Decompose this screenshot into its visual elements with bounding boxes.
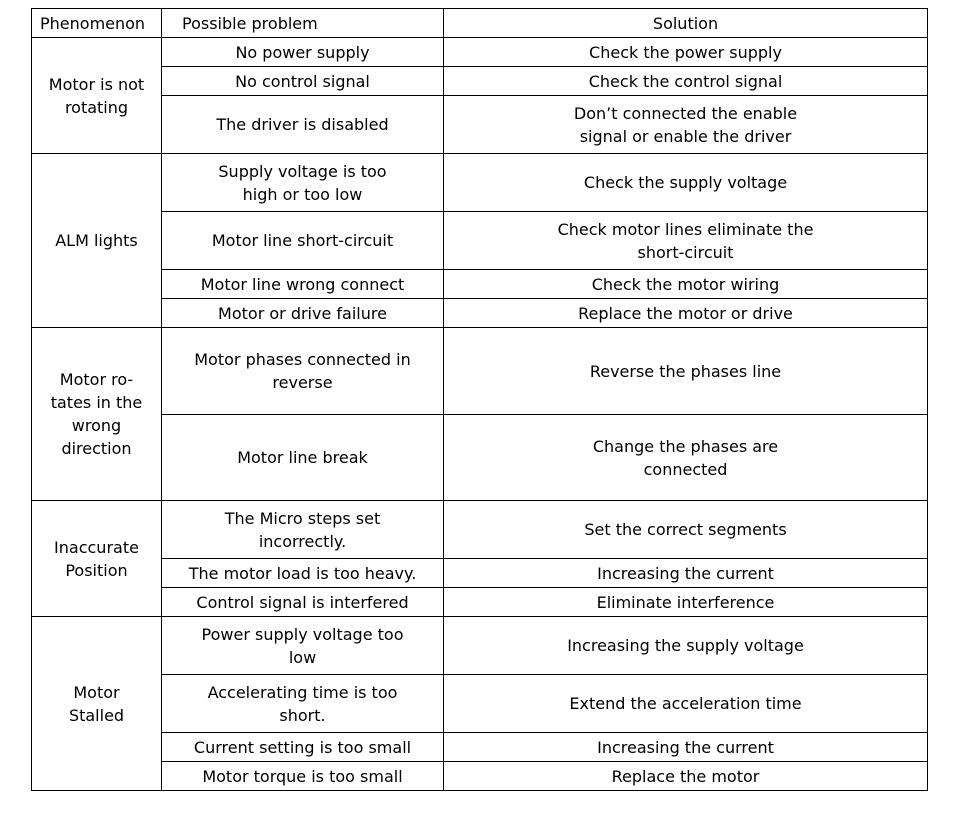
phenomenon-cell [32,328,162,501]
table-row [32,675,928,733]
table-row [32,67,928,96]
solution-text: Check motor lines eliminate the short-circuit [557,219,814,262]
table-row [32,212,928,270]
problem-cell: Motor line break [162,415,444,501]
solution-text: Change the phases are connected [592,436,779,479]
problem-text: Supply voltage is too high or too low [218,161,387,204]
header-row [32,9,928,38]
troubleshooting-table [31,8,928,791]
solution-cell: Extend the acceleration time [444,675,928,733]
phenomenon-cell [32,38,162,154]
table-row [32,762,928,791]
solution-cell: Set the correct segments [444,501,928,559]
solution-cell: Check the power supply [444,38,928,67]
solution-cell: Eliminate interference [444,588,928,617]
phenomenon-cell [32,617,162,791]
problem-cell [162,501,444,559]
problem-text: Power supply voltage too low [201,624,404,667]
problem-cell: The driver is disabled [162,96,444,154]
problem-cell: The motor load is too heavy. [162,559,444,588]
solution-cell [444,212,928,270]
header-possible-problem: Possible problem [162,9,444,38]
table-row [32,299,928,328]
table-row [32,588,928,617]
table-row [32,38,928,67]
problem-cell: Motor or drive failure [162,299,444,328]
phenomenon-text: Motor Stalled [68,682,125,725]
phenomenon-cell: ALM lights [32,154,162,328]
problem-cell: No power supply [162,38,444,67]
phenomenon-text: Inaccurate Position [54,537,139,580]
problem-cell: Motor line wrong connect [162,270,444,299]
problem-cell [162,617,444,675]
solution-cell: Check the control signal [444,67,928,96]
problem-text: Accelerating time is too short. [207,682,398,725]
solution-cell: Reverse the phases line [444,328,928,415]
table-row [32,501,928,559]
problem-text: Motor phases connected in reverse [194,350,411,392]
problem-cell: Motor torque is too small [162,762,444,791]
solution-cell: Replace the motor or drive [444,299,928,328]
header-phenomenon: Phenomenon [32,9,162,38]
phenomenon-text: Motor ro-tates in the wrong direction [50,370,143,458]
table-row [32,96,928,154]
problem-cell [162,328,444,415]
table-row [32,415,928,501]
solution-cell: Check the motor wiring [444,270,928,299]
solution-cell: Increasing the supply voltage [444,617,928,675]
solution-cell [444,96,928,154]
solution-cell: Check the supply voltage [444,154,928,212]
problem-cell: Control signal is interfered [162,588,444,617]
solution-cell [444,415,928,501]
solution-cell: Increasing the current [444,733,928,762]
table-row [32,559,928,588]
solution-cell: Increasing the current [444,559,928,588]
solution-cell: Replace the motor [444,762,928,791]
table-row [32,154,928,212]
problem-text: The Micro steps set incorrectly. [224,508,381,551]
problem-cell [162,154,444,212]
problem-cell: Motor line short-circuit [162,212,444,270]
phenomenon-text: Motor is not rotating [48,74,145,117]
table-row [32,733,928,762]
table-row [32,328,928,415]
header-solution: Solution [444,9,928,38]
problem-cell: Current setting is too small [162,733,444,762]
problem-cell: No control signal [162,67,444,96]
problem-cell [162,675,444,733]
solution-text: Don’t connected the enable signal or enable the driver [573,103,798,146]
table-row [32,617,928,675]
table-row [32,270,928,299]
phenomenon-cell [32,501,162,617]
